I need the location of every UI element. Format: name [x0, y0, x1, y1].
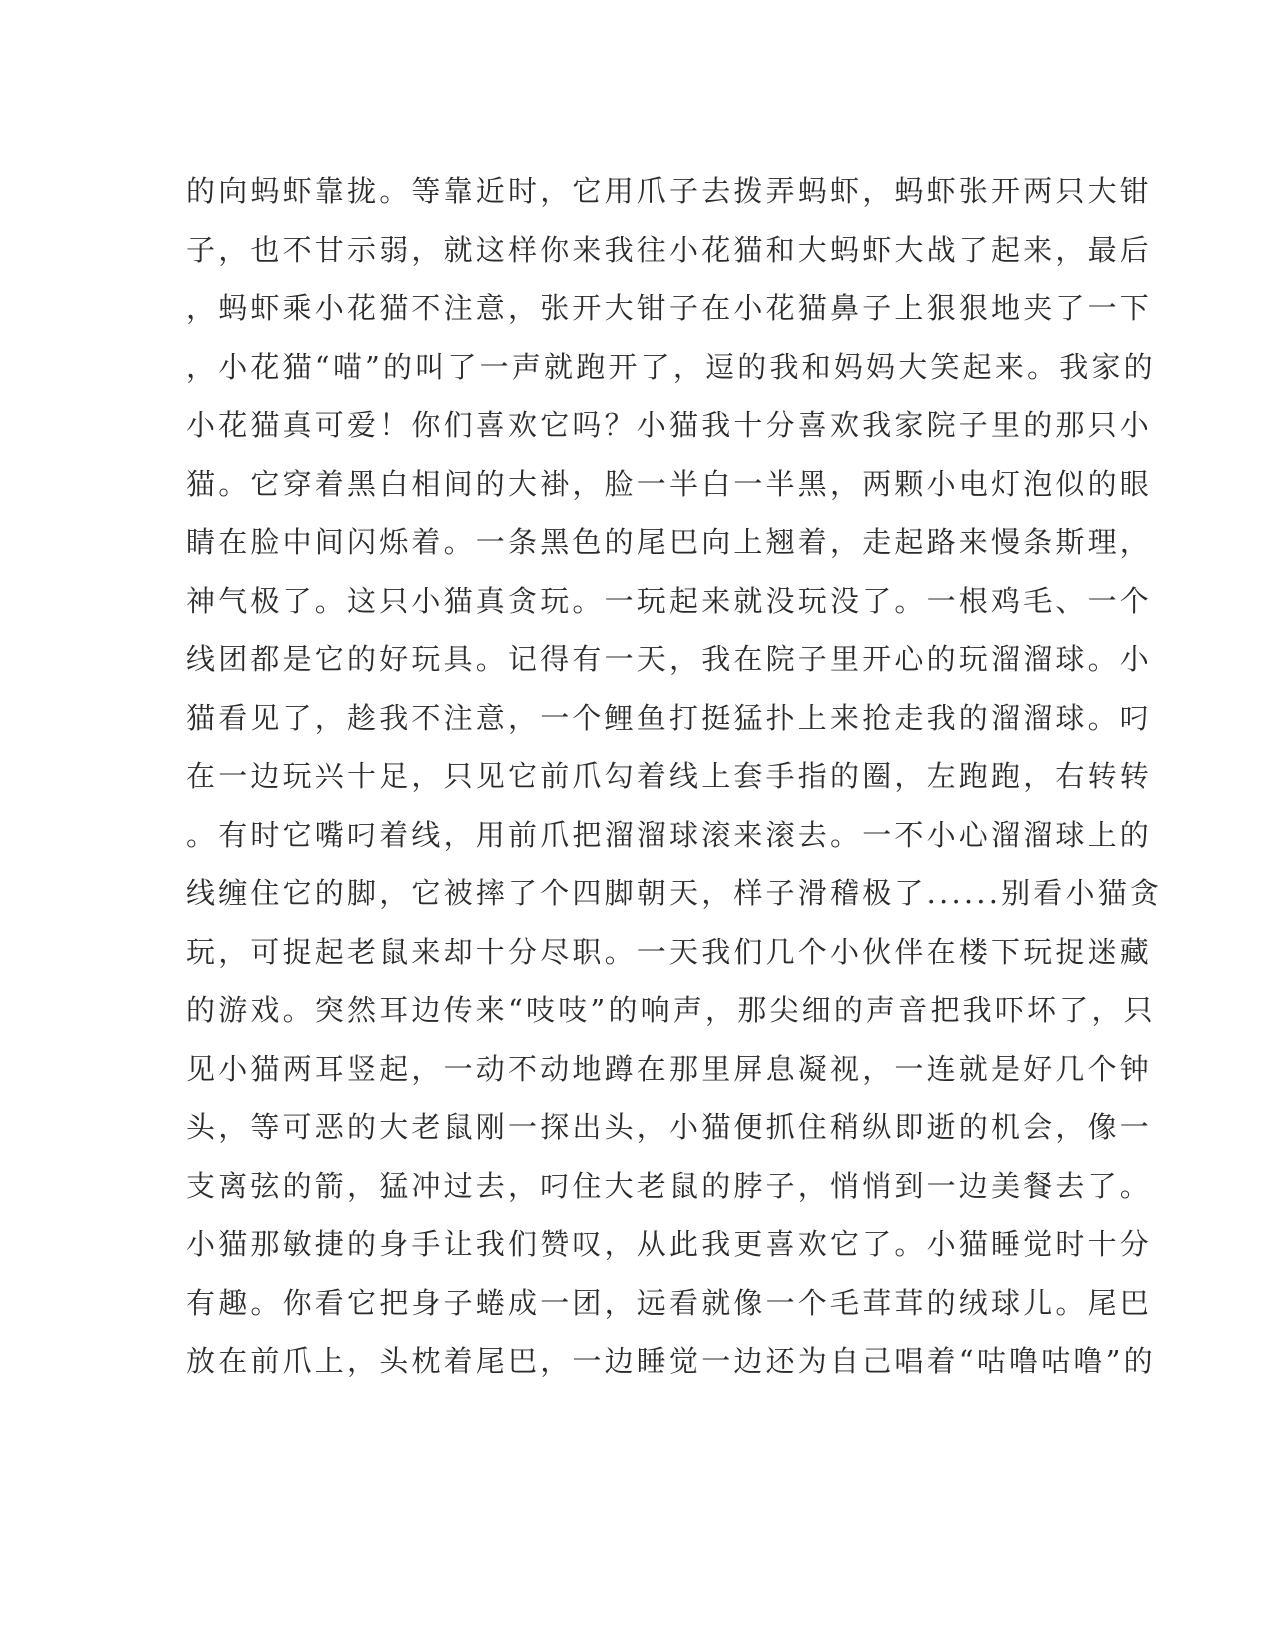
text-line: 线缠住它的脚，它被摔了个四脚朝天，样子滑稽极了......别看小猫贪	[186, 876, 1163, 910]
text-line: 神气极了。这只小猫真贪玩。一玩起来就没玩没了。一根鸡毛、一个	[186, 583, 1153, 618]
text-line: 头，等可恶的大老鼠刚一探出头，小猫便抓住稍纵即逝的机会，像一	[186, 1110, 1153, 1144]
text-line: 小猫那敏捷的身手让我们赞叹，从此我更喜欢它了。小猫睡觉时十分	[186, 1227, 1153, 1261]
text-line: 睛在脸中间闪烁着。一条黑色的尾巴向上翘着，走起路来慢条斯理，	[186, 525, 1153, 559]
body-text	[186, 162, 1163, 1391]
text-line: ，小花猫“喵”的叫了一声就跑开了，逗的我和妈妈大笑起来。我家的	[186, 349, 1156, 384]
text-line: 放在前爪上，头枕着尾巴，一边睡觉一边还为自己唱着“咕噜咕噜”的	[186, 1344, 1156, 1378]
text-line: 线团都是它的好玩具。记得有一天，我在院子里开心的玩溜溜球。小	[186, 642, 1153, 676]
text-line: 。有时它嘴叼着线，用前爪把溜溜球滚来滚去。一不小心溜溜球上的	[186, 817, 1153, 852]
text-line: 在一边玩兴十足，只见它前爪勾着线上套手指的圈，左跑跑，右转转	[186, 759, 1153, 793]
text-line: 的游戏。突然耳边传来“吱吱”的响声，那尖细的声音把我吓坏了，只	[186, 993, 1156, 1027]
text-line: 有趣。你看它把身子蜷成一团，远看就像一个毛茸茸的绒球儿。尾巴	[186, 1285, 1153, 1320]
text-line: 小花猫真可爱！你们喜欢它吗？小猫我十分喜欢我家院子里的那只小	[186, 408, 1153, 442]
text-line: 子，也不甘示弱，就这样你来我往小花猫和大蚂虾大战了起来，最后	[186, 232, 1153, 267]
text-line: 支离弦的箭，猛冲过去，叼住大老鼠的脖子，悄悄到一边美餐去了。	[186, 1168, 1153, 1203]
text-line: 玩，可捉起老鼠来却十分尽职。一天我们几个小伙伴在楼下玩捉迷藏	[186, 934, 1153, 969]
text-line: 猫。它穿着黑白相间的大褂，脸一半白一半黑，两颗小电灯泡似的眼	[186, 466, 1153, 501]
text-line: ，蚂虾乘小花猫不注意，张开大钳子在小花猫鼻子上狠狠地夹了一下	[186, 291, 1153, 325]
text-line: 的向蚂虾靠拢。等靠近时，它用爪子去拨弄蚂虾，蚂虾张开两只大钳	[186, 174, 1153, 208]
text-line: 见小猫两耳竖起，一动不动地蹲在那里屏息凝视，一连就是好几个钟	[186, 1051, 1153, 1086]
text-line: 猫看见了，趁我不注意，一个鲤鱼打挺猛扑上来抢走我的溜溜球。叼	[186, 700, 1153, 735]
